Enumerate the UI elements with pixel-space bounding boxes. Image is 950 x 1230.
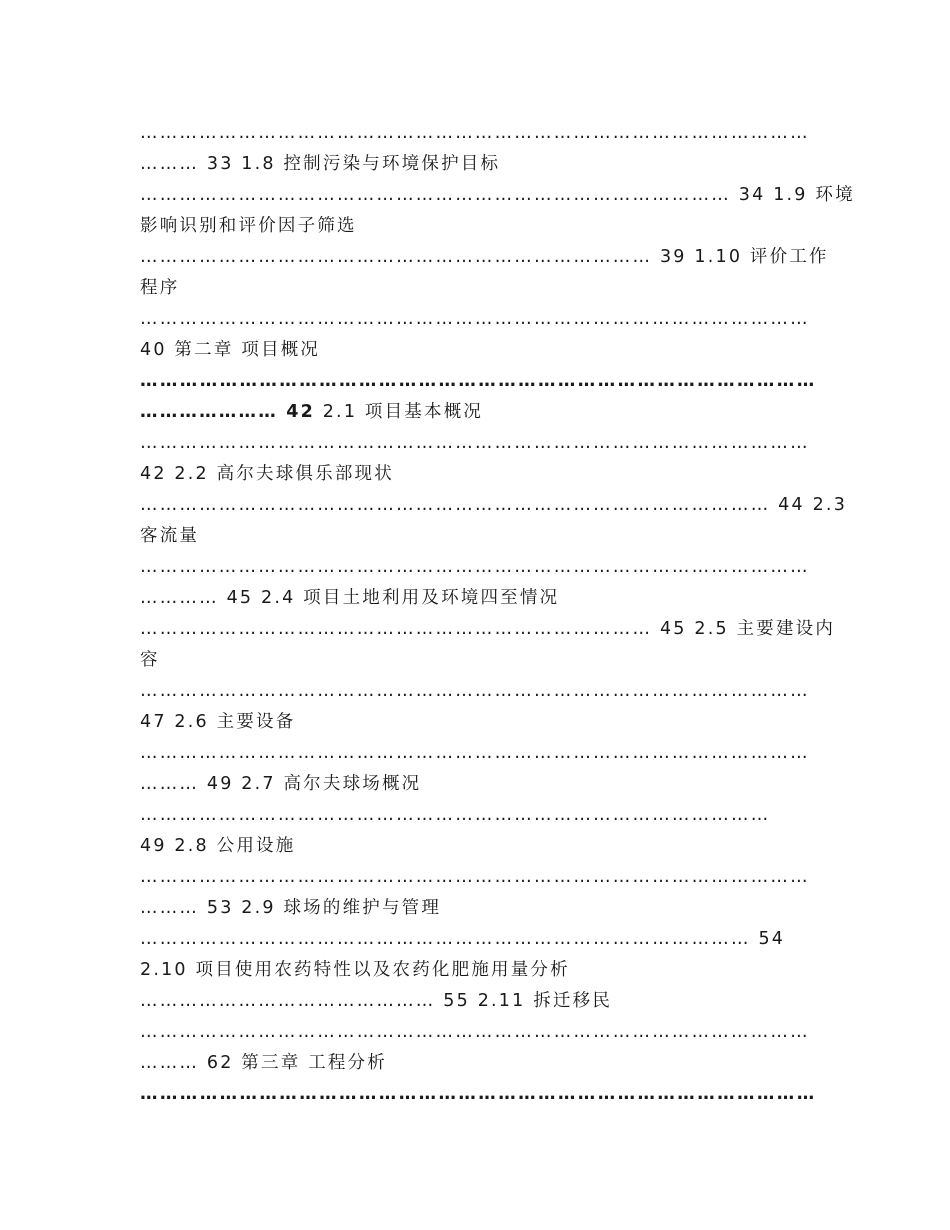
toc-leader-line: …………………………………………………………………………………………: [140, 123, 810, 143]
toc-entry-2-5: …………………………………………………………………… 45 2.5 主要建设内: [140, 619, 836, 639]
toc-entry-1-10: …………………………………………………………………… 39 1.10 评价工作: [140, 247, 829, 267]
toc-entry-2-5-cont: 容: [140, 650, 160, 670]
toc-leader-line: …………………………………………………………………………………………: [140, 867, 810, 887]
toc-leader-line-bold: …………………………………………………………………………………………: [140, 1084, 817, 1104]
toc-leader-line: ………………………………………………………………………………… 54: [140, 929, 786, 949]
toc-entry-2-3-cont: 客流量: [140, 526, 200, 546]
toc-entry-1-9-cont: 影响识别和评价因子筛选: [140, 216, 357, 236]
toc-entry-2-11: ……………………………………… 55 2.11 拆迁移民: [140, 991, 613, 1011]
toc-leader-line: …………………………………………………………………………………………: [140, 743, 810, 763]
toc-entry-2-4: ………… 45 2.4 项目土地利用及环境四至情况: [140, 588, 560, 608]
toc-entry-2-1: [140, 399, 483, 425]
toc-entry-2-2: 42 2.2 高尔夫球俱乐部现状: [140, 464, 394, 484]
toc-entry-chapter-2: 40 第二章 项目概况: [140, 340, 321, 360]
toc-entry-chapter-3: ……… 62 第三章 工程分析: [140, 1053, 387, 1073]
toc-entry-2-3: …………………………………………………………………………………… 44 2.3: [140, 495, 848, 515]
toc-leader-line-bold: …………………………………………………………………………………………: [140, 371, 817, 391]
toc-entry-2-10: 2.10 项目使用农药特性以及农药化肥施用量分析: [140, 960, 570, 980]
toc-leader-line: …………………………………………………………………………………………: [140, 433, 810, 453]
toc-entry-1-9: ……………………………………………………………………………… 34 1.9 环境: [140, 185, 855, 205]
toc-entry-title: 2.1 项目基本概况: [314, 402, 484, 422]
toc-entry-2-7: ……… 49 2.7 高尔夫球场概况: [140, 774, 422, 794]
toc-entry-1-10-cont: 程序: [140, 278, 180, 298]
toc-entry-2-8: 49 2.8 公用设施: [140, 836, 296, 856]
toc-leader-line: …………………………………………………………………………………………: [140, 681, 810, 701]
toc-entry-2-6: 47 2.6 主要设备: [140, 712, 296, 732]
toc-page-number-bold: ………………… 42: [140, 402, 315, 422]
toc-leader-line: …………………………………………………………………………………………: [140, 1022, 810, 1042]
toc-entry-1-8: ……… 33 1.8 控制污染与环境保护目标: [140, 154, 501, 174]
toc-leader-line: ……………………………………………………………………………………: [140, 805, 771, 825]
toc-entry-2-9: ……… 53 2.9 球场的维护与管理: [140, 898, 442, 918]
toc-leader-line: …………………………………………………………………………………………: [140, 309, 810, 329]
toc-leader-line: …………………………………………………………………………………………: [140, 557, 810, 577]
